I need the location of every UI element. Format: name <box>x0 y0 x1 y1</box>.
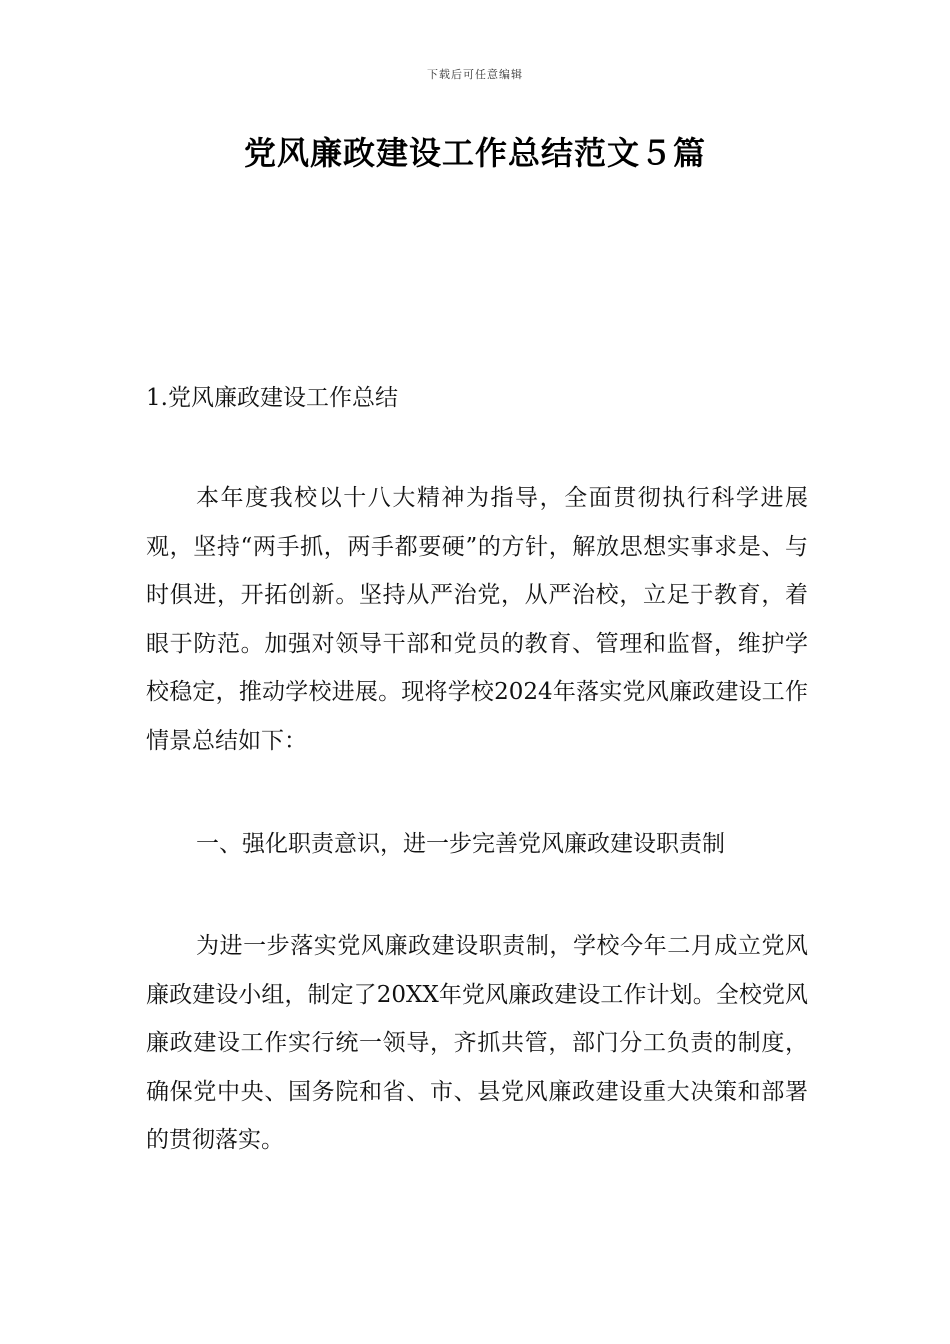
section-heading: 1.党风廉政建设工作总结 <box>146 385 398 411</box>
document-title: 党风廉政建设工作总结范文５篇 <box>243 134 706 172</box>
paragraph-2: 为进一步落实党风廉政建设职责制，学校今年二月成立党风廉政建设小组，制定了20XX年党风廉政建设工作计划。全校党风廉政建设工作实行统一领导，齐抓共管，部门分工负责的制度，确保党中央、国务院和省、市、县党风廉政建设重大决策和部署的贯彻落实。 <box>146 933 808 1153</box>
header-note: 下载后可任意编辑 <box>427 68 523 81</box>
subheading-1: 一、强化职责意识，进一步完善党风廉政建设职责制 <box>196 831 725 857</box>
paragraph-1: 本年度我校以十八大精神为指导，全面贯彻执行科学进展观，坚持“两手抓，两手都要硬”的方针，解放思想实事求是、与时俱进，开拓创新。坚持从严治党，从严治校，立足于教育，着眼于防范。加强对领导干部和党员的教育、管理和监督，维护学校稳定，推动学校进展。现将学校2024年落实党风廉政建设工作情景总结如下： <box>146 485 808 754</box>
